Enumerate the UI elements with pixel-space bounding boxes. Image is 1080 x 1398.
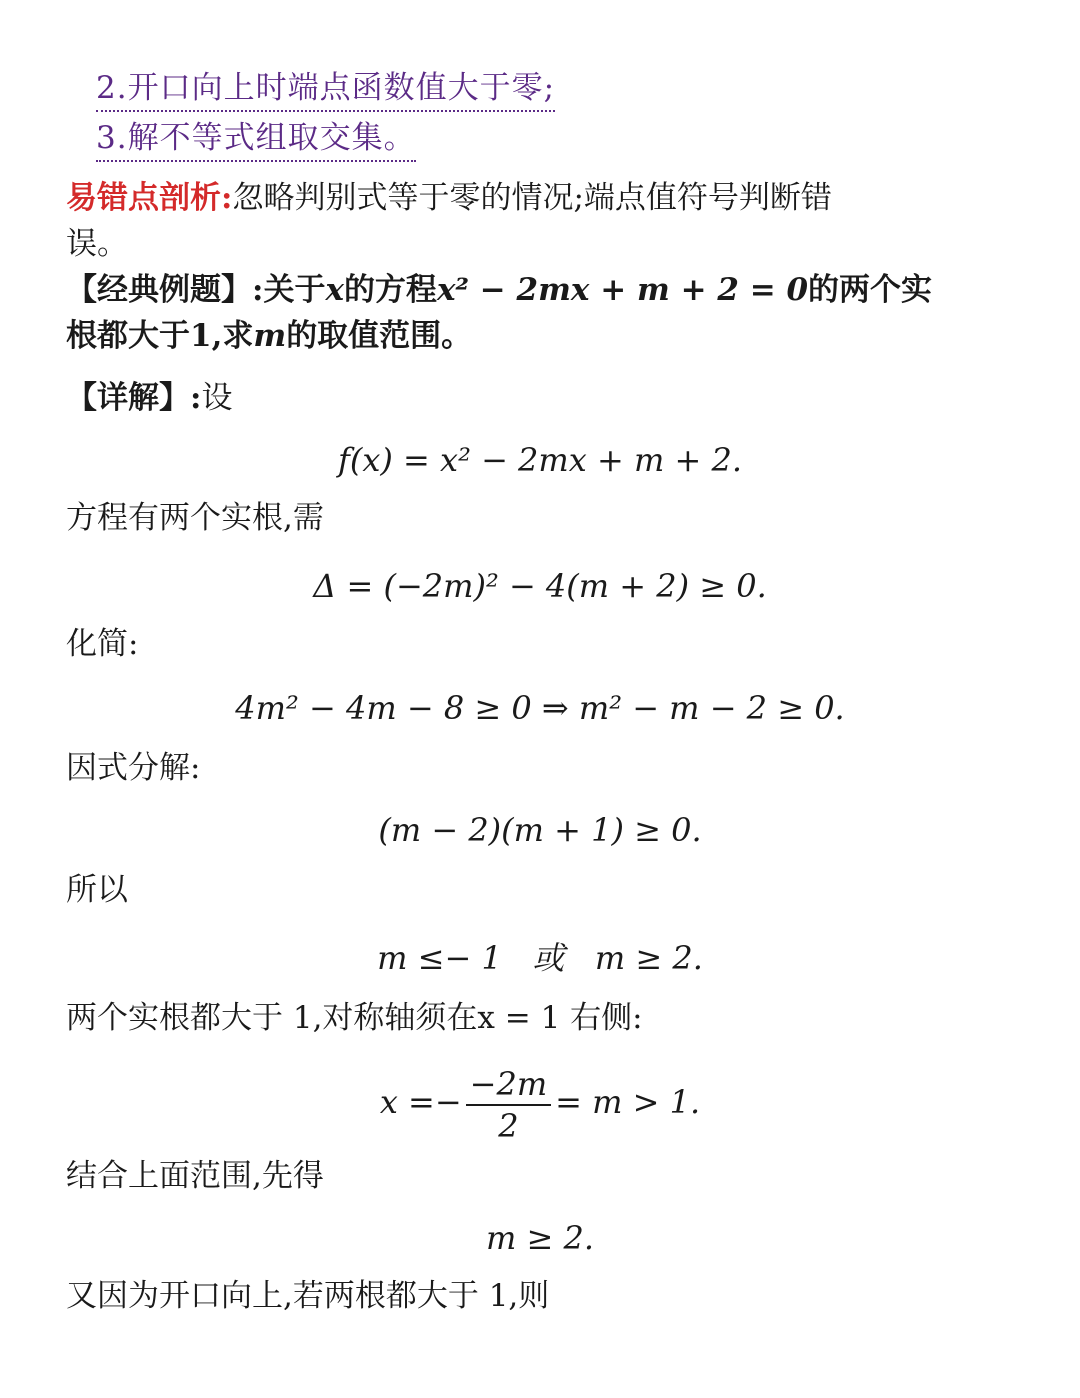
solution-label: 【详解】: — [66, 380, 202, 416]
example-text-e: 的取值范围。 — [286, 318, 473, 354]
pitfall-line-1 — [66, 178, 832, 218]
step-3: 3.解不等式组取交集。 — [96, 118, 416, 162]
example-text-c: 的两个实 — [808, 272, 933, 308]
formula-f-def: f(x) = x² − 2mx + m + 2. — [338, 441, 742, 479]
combine-text: 结合上面范围,先得 — [66, 1158, 324, 1194]
formula-delta: Δ = (−2m)² − 4(m + 2) ≥ 0. — [313, 567, 767, 605]
solution-intro: 设 — [201, 380, 233, 416]
axis-fraction — [466, 1066, 552, 1144]
axis-text: 两个实根都大于 1,对称轴须在x = 1 右侧: — [66, 1000, 643, 1036]
formula-axis — [0, 1062, 1080, 1144]
example-text-b: 的方程 — [343, 272, 437, 308]
example-var-x: x — [325, 272, 344, 308]
example-text-d: 根都大于1,求 — [66, 318, 254, 354]
pitfall-text-1: 忽略判别式等于零的情况;端点值符号判断错 — [232, 180, 832, 216]
example-line-1 — [66, 270, 932, 310]
final-text: 又因为开口向上,若两根都大于 1,则 — [66, 1278, 550, 1314]
example-equation: x² − 2mx + m + 2 = 0 — [436, 272, 809, 308]
formula-combine: m ≥ 2. — [485, 1219, 595, 1257]
example-var-m: m — [253, 318, 287, 354]
simplify-label: 化简: — [66, 626, 139, 662]
solution-line-1 — [66, 378, 232, 418]
formula-so-result: m ≤− 1 或 m ≥ 2. — [377, 939, 703, 977]
formula-factored: (m − 2)(m + 1) ≥ 0. — [378, 811, 702, 849]
formula-simplified: 4m² − 4m − 8 ≥ 0 ⇒ m² − m − 2 ≥ 0. — [235, 689, 845, 727]
pitfall-line-2: 误。 — [66, 226, 128, 262]
axis-rhs: = m > 1. — [555, 1083, 701, 1121]
need-text: 方程有两个实根,需 — [66, 500, 324, 536]
pitfall-label: 易错点剖析: — [66, 180, 233, 216]
so-label: 所以 — [66, 872, 128, 908]
factor-label: 因式分解: — [66, 750, 201, 786]
axis-denominator: 2 — [498, 1106, 519, 1145]
axis-numerator: −2m — [466, 1066, 552, 1106]
step-2: 2.开口向上时端点函数值大于零; — [96, 68, 555, 112]
example-line-2 — [66, 316, 472, 356]
example-text-a: 关于 — [263, 272, 326, 308]
example-label: 【经典例题】: — [66, 272, 264, 308]
axis-lhs: x =− — [379, 1083, 462, 1121]
